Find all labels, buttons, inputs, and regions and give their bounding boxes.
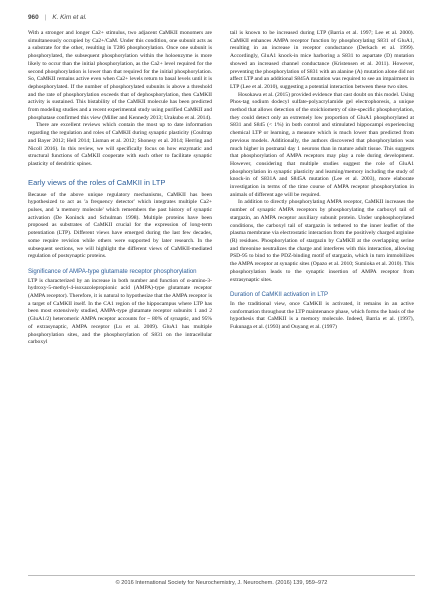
- footer-divider: [28, 575, 415, 576]
- paragraph: Because of the above unique regulatory mechanisms, CaMKII has been hypothesized to act as 'a frequency detector' which integrates multiple Ca2+ pulses, and 'a memory molecule' which remembers the past history of synaptic activation (De Koninck and Schulman 1998). Multiple proteins have been proposed as substrates of CaMKII crucial for the expression of long-term potentiation (LTP). Different views have emerged during the last few decades, some require revision while others were supported by later research. In the subsequent sections, we will highlight the different views of CaMKII-mediated regulation of postsynaptic proteins.: [28, 191, 212, 260]
- running-header: [28, 10, 415, 24]
- section-heading: Early views of the roles of CaMKII in LTP: [28, 177, 166, 187]
- running-author: K. Kim et al.: [52, 13, 87, 21]
- paragraph: LTP is characterized by an increase in both number and function of α-amino-3-hydroxy-5-methyl-4-isoxazolepropionic acid (AMPA)-type glutamate receptor (AMPA receptor). Therefore, it is natural to hypothesize that the AMPA receptor is a target of CaMKII itself. In the CA1 region of the hippocampus where LTP has been most extensively studied, AMPA-type glutamate receptor subunits 1 and 2 (GluA1/2) heteromeric AMPA receptor accounts for ~ 80% of synaptic, and 95% of extrasynaptic, AMPA receptor (Lu et al. 2009). GluA1 has multiple phosphorylation sites, and the phosphorylation of S831 on the intracellular carboxyl: [28, 277, 212, 346]
- paragraph: In addition to directly phosphorylating AMPA receptor, CaMKII increases the number of synaptic AMPA receptors by phosphorylating the carboxyl tail of stargazin, an AMPA receptor auxiliary subunit protein. Under unphosphorylated conditions, the carboxyl tail of stargazin is tethered to the inner leaflet of the plasma membrane via electrostatic interaction from the positively charged arginine (R) residues. Phosphorylation of stargazin by CaMKII at the overlapping serine and threonine neutralizes the charge and interferes with this interaction, allowing PSD-95 to bind to the PDZ-binding motif of stargazin, which in turn immobilizes the AMPA receptor at synaptic sites (Opazo et al. 2010; Sumioka et al. 2010). This phosphorylation leads to the synaptic insertion of AMPA receptor from extrasynaptic sites.: [230, 199, 414, 283]
- page-footer: © 2016 International Society for Neurochemistry, J. Neurochem. (2016) 139, 959–972: [115, 580, 328, 586]
- right-column: [230, 30, 414, 332]
- paragraph: tail is known to be increased during LTP (Barria et al. 1997; Lee et al. 2000). CaMKII enhances AMPA receptor function by phosphorylating S831 of GluA1, resulting in an increase in receptor conductance (Derkach et al. 1999). Accordingly, GluA1 knock-in mice harboring a S831 to aspartate (D) mutation showed an increased channel conductance (Kristensen et al. 2011). However, preventing the phosphorylation of S831 with an alanine (A) mutation alone did not affect LTP and an additional S845A mutation was required to see an impairment in LTP (Lee et al. 2010), suggesting a potential interaction between these two sites.: [230, 30, 414, 90]
- paragraph: In the traditional view, once CaMKII is activated, it remains in an active conformation throughout the LTP maintenance phase, which forms the basis of the hypothesis that CaMKII is a memory molecule. Indeed, Barria et al. (1997), Fukunaga et al. (1993) and Ouyang et al. (1997): [230, 300, 414, 330]
- subsection-heading: Significance of AMPA-type glutamate receptor phosphorylation: [28, 267, 197, 275]
- subsection-heading: Duration of CaMKII activation in LTP: [230, 291, 329, 299]
- header-separator: |: [44, 13, 47, 21]
- paragraph: There are excellent reviews which contain the most up to date information regarding the regulation and roles of CaMKII during synaptic plasticity (Coultrap and Bayer 2012; Hell 2014; Lisman et al. 2012; Shonesy et al. 2014; Herring and Nicoll 2016). In this review, we will specifically focus on how enzymatic and structural functions of CaMKII cooperate with each other to facilitate synaptic plasticity of dendritic spines.: [28, 122, 212, 167]
- paragraph: Hosokawa et al. (2015) provided evidence that cast doubt on this model. Using Phos-tag sodium dodecyl sulfate-polyacrylamide gel electrophoresis, a unique method that allows detection of the stoichiometry of site-specific phosphorylation, they could detect only an extremely low proportion of GluA1 phosphorylated at S831 and S845 (< 1%) in both control and stimulated hippocampi experiencing chemical LTP or learning, a measure which is much lower than predicted from previous models. Additionally, the authors discovered that phosphorylation was much higher in postnatal day 1 neurons than in mature adult tissue. This suggests that phosphorylation of AMPA receptors may play a role during development. However, considering that multiple studies suggest the role of GluA1 phosphorylation in synaptic plasticity and learning/memory including the study of knock-in of S831A and S845A mutation (Lee et al. 2003), more elaborate investigation in terms of the time course of AMPA receptor phosphorylation in animals of different age will be required.: [230, 91, 414, 198]
- page-number: 960: [28, 13, 39, 21]
- left-column: [28, 30, 212, 347]
- paragraph: With a stronger and longer Ca2+ stimulus, two adjacent CaMKII monomers are simultaneously occupied by Ca2+/CaM. Under this condition, one subunit acts as a substrate for the other, resulting in T286 phosphorylation. Once one subunit is phosphorylated, the subsequent phosphorylation within the holoenzyme is more likely to occur than the initial phosphorylation, as the Ca2+ level required for the second phosphorylation is lower than that required for the initial phosphorylation. So, CaMKII remains active even when Ca2+ levels return to basal levels until it is dephosphorylated. If the number of phosphorylated subunits is above a threshold and the rate of phosphorylation exceeds that of dephosphorylation, then CaMKII activity is sustained. This bistability of the CaMKII molecule has been predicted from modeling studies and a recent experimental study using purified CaMKII and phosphatase confirmed this view (Miller and Kennedy 2013; Urakubo et al. 2014).: [28, 30, 212, 121]
